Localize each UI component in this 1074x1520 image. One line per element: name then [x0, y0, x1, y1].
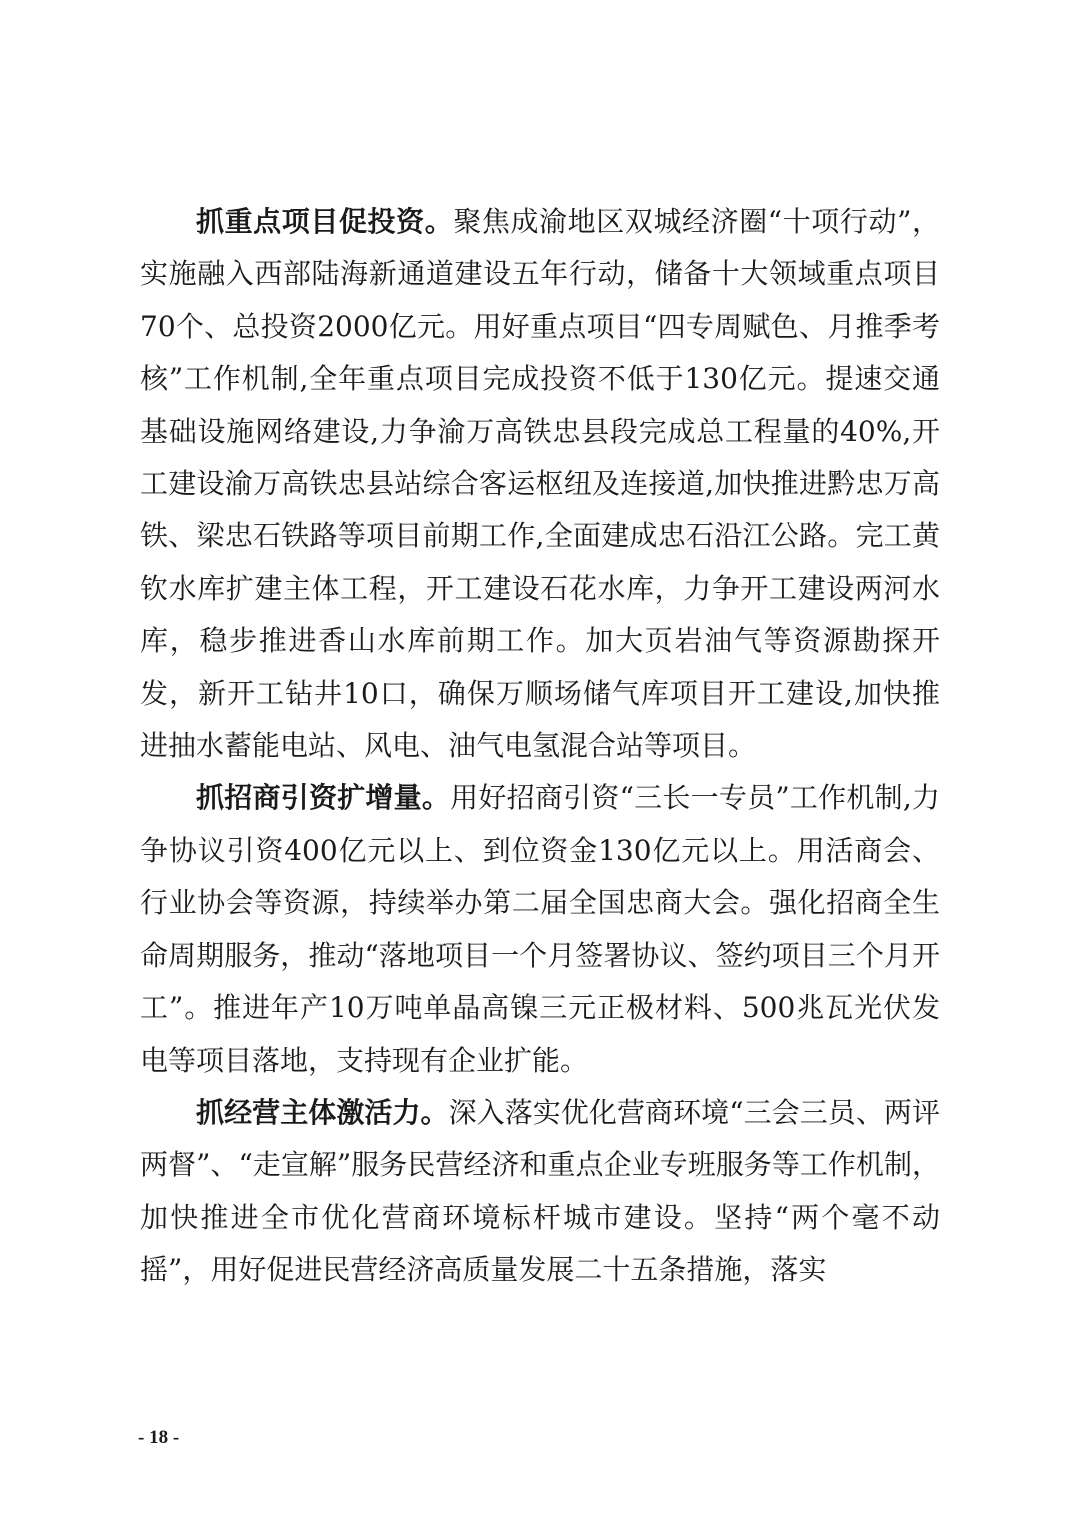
- page-body: [140, 196, 940, 1297]
- paragraph-text: 聚焦成渝地区双城经济圈“十项行动”，实施融入西部陆海新通道建设五年行动，储备十大领域重点项目70个、总投资2000亿元。用好重点项目“四专周赋色、月推季考核”工作机制,全年重点项目完成投资不低于130亿元。提速交通基础设施网络建设,力争渝万高铁忠县段完成总工程量的40%,开工建设渝万高铁忠县站综合客运枢纽及连接道,加快推进黔忠万高铁、梁忠石铁路等项目前期工作,全面建成忠石沿江公路。完工黄钦水库扩建主体工程，开工建设石花水库，力争开工建设两河水库，稳步推进香山水库前期工作。加大页岩油气等资源勘探开发，新开工钻井10口，确保万顺场储气库项目开工建设,加快推进抽水蓄能电站、风电、油气电氢混合站等项目。: [140, 205, 940, 763]
- paragraph-heading: 抓重点项目促投资。: [196, 205, 454, 238]
- paragraph-investment-attraction: [140, 772, 940, 1086]
- paragraph-heading: 抓招商引资扩增量。: [196, 781, 451, 815]
- paragraph-text: 深入落实优化营商环境“三会三员、两评两督”、“走宣解”服务民营经济和重点企业专班服务等工作机制，加快推进全市优化营商环境标杆城市建设。坚持“两个毫不动摇”，用好促进民营经济高质量发展二十五条措施，落实: [140, 1095, 940, 1287]
- paragraph-key-projects: [140, 196, 940, 772]
- paragraph-text: 用好招商引资“三长一专员”工作机制,力争协议引资400亿元以上、到位资金130亿元以上。用活商会、行业协会等资源，持续举办第二届全国忠商大会。强化招商全生命周期服务，推动“落地项目一个月签署协议、签约项目三个月开工”。推进年产10万吨单晶高镍三元正极材料、500兆瓦光伏发电等项目落地，支持现有企业扩能。: [140, 781, 940, 1077]
- paragraph-business-entities: [140, 1087, 940, 1297]
- paragraph-heading: 抓经营主体激活力。: [196, 1095, 449, 1129]
- page-number: - 18 -: [138, 1427, 180, 1448]
